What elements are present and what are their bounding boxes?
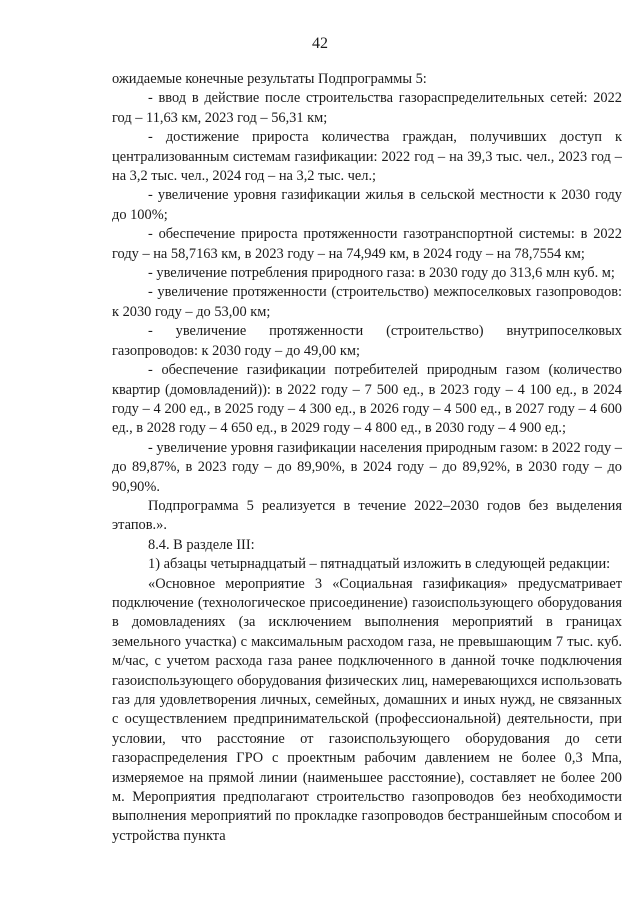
paragraph: - увеличение протяженности (строительство) внутрипоселковых газопроводов: к 2030 году – до 49,00 км; [112,323,622,359]
paragraph: ожидаемые конечные результаты Подпрограммы 5: [112,71,427,87]
paragraph: - увеличение уровня газификации населения природным газом: в 2022 году – до 89,87%, в 2023 году – до 89,90%, в 2024 году – до 89,92%, в 2030 году – до 90,90%. [112,439,622,495]
paragraph: - увеличение потребления природного газа: в 2030 году до 313,6 млн куб. м; [148,265,615,282]
page-number: 42 [312,35,328,52]
paragraph: Подпрограмма 5 реализуется в течение 2022–2030 годов без выделения этапов.». [112,497,622,534]
paragraph: - достижение прироста количества граждан, получивших доступ к централизованным системам газификации: 2022 год – на 39,3 тыс. чел., 2023 год – на 3,2 тыс. чел., 2024 год – на 3,2 тыс. чел.; [112,129,622,185]
paragraph: - обеспечение прироста протяженности газотранспортной системы: в 2022 году – на 58,7163 км, в 2023 году – на 74,949 км, в 2024 году – на 78,7554 км; [112,226,622,262]
paragraph: - ввод в действие после строительства газораспределительных сетей: 2022 год – 11,63 км, 2023 год – 56,31 км; [112,90,622,126]
paragraph: - увеличение протяженности (строительство) межпоселковых газопроводов: к 2030 году – до 53,00 км; [112,284,622,320]
document-body [112,70,622,846]
paragraph: - обеспечение газификации потребителей природным газом (количество квартир (домовладений)): в 2022 году – 7 500 ед., в 2023 году – 4 100 ед., в 2024 году – 4 200 ед., в 2025 году – 4 300 ед., в 2026 году – 4 500 ед., в 2027 году – 4 600 ед., в 2028 году – 4 650 ед., в 2029 году – 4 800 ед., в 2030 году – 4 900 ед.; [112,362,622,437]
paragraph: 8.4. В разделе III: [148,536,255,553]
paragraph: - увеличение уровня газификации жилья в сельской местности к 2030 году до 100%; [112,187,622,223]
paragraph: 1) абзацы четырнадцатый – пятнадцатый изложить в следующей редакции: [148,556,611,573]
paragraph: «Основное мероприятие 3 «Социальная газификация» предусматривает подключение (технологическое присоединение) газоиспользующего оборудования в домовладениях (за исключением выполнения мероприятий в границах земельного участка) с максимальным расходом газа, не превышающим 7 тыс. куб. м/час, с учетом расхода газа ранее подключенного в данной точке подключения газоиспользующего оборудования физических лиц, намеревающихся использовать газ для удовлетворения личных, семейных, домашних и иных нужд, не связанных с осуществлением предпринимательской (профессиональной) деятельности, при условии, что расстояние от газоиспользующего оборудования до сети газораспределения ГРО с проектным рабочим давлением не более 0,3 Мпа, измеряемое на прямой линии (наименьшее расстояние), составляет не более 200 м. Мероприятия предполагают строительство газопроводов без необходимости выполнения мероприятий по прокладке газопроводов бестраншейным способом и устройства пункта [112,575,622,844]
